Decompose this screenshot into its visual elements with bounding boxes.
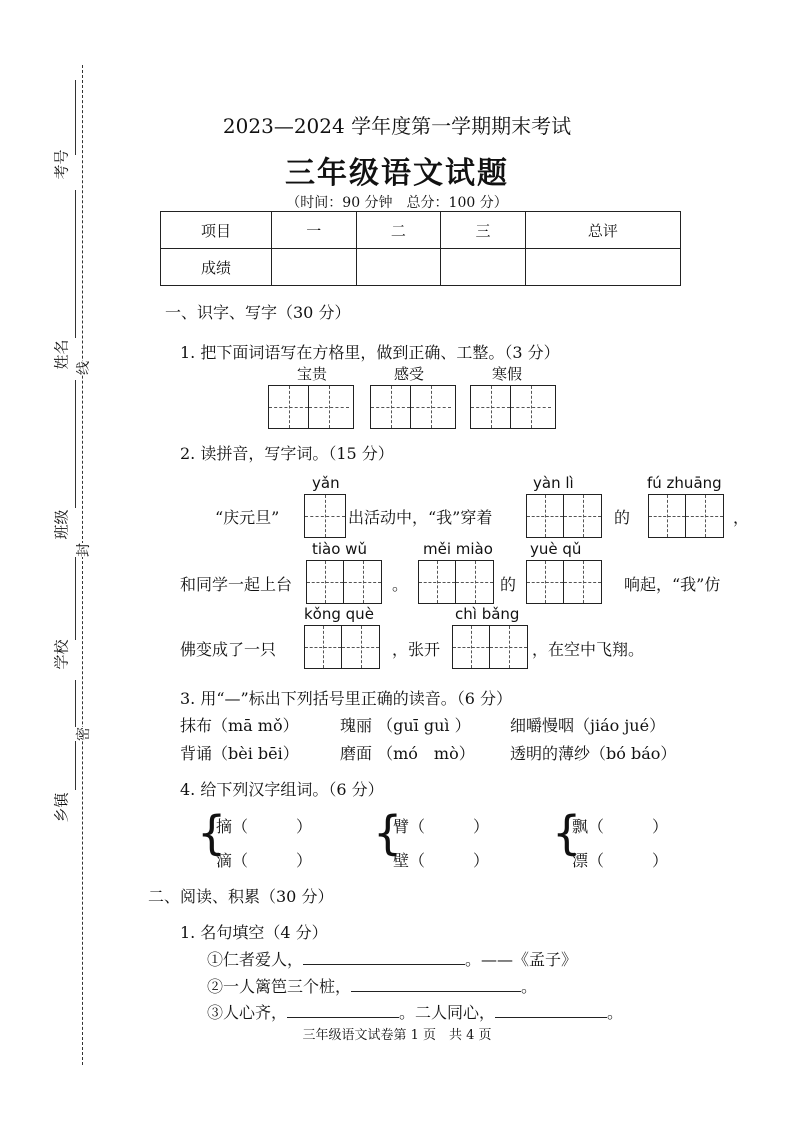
score-cell-3[interactable] bbox=[441, 249, 526, 286]
score-col-2: 二 bbox=[356, 212, 441, 249]
q2-pinyin-7: kǒng què bbox=[304, 605, 374, 623]
q2-prompt: 2. 读拼音，写字词。（15 分） bbox=[180, 444, 394, 463]
q2-grid-chibang[interactable] bbox=[452, 625, 528, 669]
q4-brace-1: { bbox=[197, 806, 227, 860]
score-col-3: 三 bbox=[441, 212, 526, 249]
q4-brace-2: { bbox=[373, 806, 403, 860]
s2-q1-blank-1[interactable] bbox=[303, 950, 465, 965]
s2-q1-line2 bbox=[207, 974, 537, 997]
q2-grid-yanli[interactable] bbox=[526, 494, 602, 538]
q4-char-1[interactable]: 摘（ ） bbox=[216, 817, 313, 836]
binding-dashed-line bbox=[82, 65, 83, 1065]
q4-char-2[interactable]: 滴（ ） bbox=[216, 851, 313, 870]
s2-q1-line3 bbox=[207, 1000, 623, 1023]
class-line[interactable] bbox=[75, 380, 76, 508]
q1-word-3: 寒假 bbox=[492, 365, 523, 383]
s2-q1-line1 bbox=[207, 947, 577, 970]
q4-brace-3: { bbox=[552, 806, 582, 860]
score-row-label: 成绩 bbox=[161, 249, 272, 286]
q2-pinyin-2: yàn lì bbox=[533, 474, 574, 492]
exam-title: 三年级语文试题 bbox=[285, 156, 509, 191]
q1-writing-grid-3[interactable] bbox=[470, 385, 556, 429]
q1-prompt: 1. 把下面词语写在方格里，做到正确、工整。（3 分） bbox=[180, 343, 560, 362]
q2-text-l2b: 。 bbox=[392, 575, 409, 594]
exam-meta: （时间：90 分钟 总分：100 分） bbox=[286, 195, 508, 211]
q4-char-5[interactable]: 飘（ ） bbox=[572, 817, 669, 836]
q3-item-5: 磨面 （mó mò） bbox=[340, 744, 475, 763]
q2-grid-fuzhuang[interactable] bbox=[648, 494, 724, 538]
name-label: 姓名 bbox=[52, 339, 71, 370]
q1-word-1: 宝贵 bbox=[297, 365, 328, 383]
q4-char-3[interactable]: 臂（ ） bbox=[393, 817, 490, 836]
q2-text-l1d: ， bbox=[733, 508, 750, 527]
seal-seal-mark: 封 bbox=[71, 543, 95, 557]
q2-grid-yan[interactable] bbox=[304, 494, 346, 538]
seal-line-mark: 线 bbox=[71, 361, 95, 375]
q1-writing-grid-2[interactable] bbox=[370, 385, 456, 429]
q2-pinyin-5: měi miào bbox=[423, 540, 493, 558]
q2-text-l1b: 出活动中，“我”穿着 bbox=[348, 508, 493, 527]
q4-char-4[interactable]: 壁（ ） bbox=[393, 851, 490, 870]
score-col-total: 总评 bbox=[525, 212, 680, 249]
section1-heading: 一、识字、写字（30 分） bbox=[165, 303, 351, 322]
q2-pinyin-3: fú zhuāng bbox=[647, 474, 722, 492]
q3-item-3: 细嚼慢咽（jiáo jué） bbox=[510, 716, 666, 735]
q2-grid-meimiao[interactable] bbox=[418, 560, 494, 604]
school-label: 学校 bbox=[52, 639, 71, 670]
q4-prompt: 4. 给下列汉字组词。（6 分） bbox=[180, 780, 384, 799]
q2-grid-yuequ[interactable] bbox=[526, 560, 602, 604]
class-label: 班级 bbox=[52, 509, 71, 540]
q3-item-6: 透明的薄纱（bó báo） bbox=[510, 744, 677, 763]
section2-heading: 二、阅读、积累（30 分） bbox=[148, 887, 334, 906]
q2-pinyin-1: yǎn bbox=[312, 474, 340, 492]
q2-pinyin-6: yuè qǔ bbox=[530, 540, 582, 558]
name-line[interactable] bbox=[75, 190, 76, 338]
q3-item-4: 背诵（bèi bēi） bbox=[180, 744, 299, 763]
q2-pinyin-8: chì bǎng bbox=[455, 605, 520, 623]
score-cell-2[interactable] bbox=[356, 249, 441, 286]
seal-secret-mark: 密 bbox=[71, 727, 95, 741]
s2-q1-l1a: ①仁者爱人， bbox=[207, 950, 304, 969]
s2-q1-l3c: 。 bbox=[607, 1003, 624, 1022]
q4-char-6[interactable]: 漂（ ） bbox=[572, 851, 669, 870]
q2-text-l1c: 的 bbox=[614, 508, 631, 527]
q2-text-l1a: “庆元旦” bbox=[215, 508, 280, 527]
score-cell-total[interactable] bbox=[525, 249, 680, 286]
s2-q1-l3a: ③人心齐， bbox=[207, 1003, 288, 1022]
s2-q1-prompt: 1. 名句填空（4 分） bbox=[180, 923, 328, 942]
s2-q1-blank-2[interactable] bbox=[351, 977, 521, 992]
q2-text-l3c: ，在空中飞翔。 bbox=[532, 640, 645, 659]
exam-number-label: 考号 bbox=[52, 149, 71, 180]
q1-word-2: 感受 bbox=[394, 365, 425, 383]
q2-text-l3a: 佛变成了一只 bbox=[180, 640, 277, 659]
school-line[interactable] bbox=[75, 550, 76, 640]
q1-writing-grid-1[interactable] bbox=[268, 385, 354, 429]
score-value-row bbox=[161, 249, 681, 286]
s2-q1-blank-3[interactable] bbox=[287, 1003, 399, 1018]
q3-prompt: 3. 用“—”标出下列括号里正确的读音。（6 分） bbox=[180, 689, 512, 708]
exam-term: 2023—2024 学年度第一学期期末考试 bbox=[222, 114, 572, 138]
s2-q1-blank-4[interactable] bbox=[495, 1003, 607, 1018]
q2-text-l2c: 的 bbox=[500, 575, 517, 594]
score-cell-1[interactable] bbox=[272, 249, 357, 286]
q2-text-l3b: ，张开 bbox=[392, 640, 441, 659]
s2-q1-l3b: 。二人同心， bbox=[399, 1003, 496, 1022]
score-col-1: 一 bbox=[272, 212, 357, 249]
q2-text-l2a: 和同学一起上台 bbox=[180, 575, 293, 594]
q2-text-l2d: 响起，“我”仿 bbox=[624, 575, 721, 594]
town-label: 乡镇 bbox=[52, 792, 71, 823]
q3-item-2: 瑰丽 （guī guì ） bbox=[340, 716, 471, 735]
score-col-item: 项目 bbox=[161, 212, 272, 249]
q2-pinyin-4: tiào wǔ bbox=[312, 540, 367, 558]
q2-grid-kongque[interactable] bbox=[304, 625, 380, 669]
score-header-row bbox=[161, 212, 681, 249]
q2-grid-tiaowu[interactable] bbox=[306, 560, 382, 604]
s2-q1-l2b: 。 bbox=[521, 977, 538, 996]
score-table bbox=[160, 211, 681, 286]
q3-item-1: 抹布（mā mǒ） bbox=[180, 716, 299, 735]
s2-q1-l2a: ②一人篱笆三个桩， bbox=[207, 977, 352, 996]
s2-q1-l1b: 。——《孟子》 bbox=[465, 950, 578, 969]
page-footer: 三年级语文试卷第 1 页 共 4 页 bbox=[302, 1028, 492, 1043]
